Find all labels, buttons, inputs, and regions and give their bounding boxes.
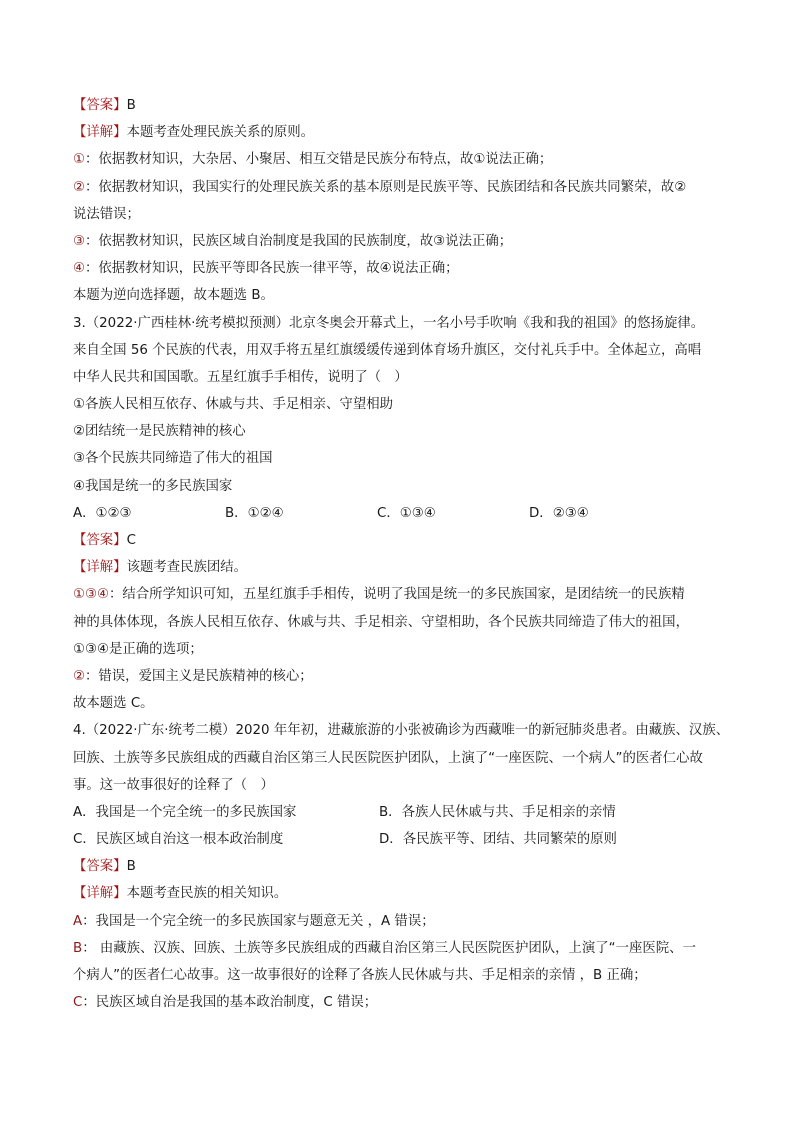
explanation-text: ：结合所学知识可知，五星红旗手手相传，说明了我国是统一的多民族国家，是团结统一的民族精 [109,587,685,603]
text-content: ①各族人民相互依存、休戚与共、手足相亲、守望相助 [73,397,393,413]
answer-options [73,500,733,527]
option-marker: ③ [73,233,86,249]
option-marker: A [73,913,83,929]
explanation-text: 该题考查民族团结。 [126,560,248,576]
text-content: ②团结统一是民族精神的核心 [73,424,246,440]
explanation-text: 本题考查民族的相关知识。 [126,886,288,902]
explanation-text: ：依据教材知识，大杂居、小聚居、相互交错是民族分布特点，故①说法正确； [85,152,553,168]
answer-option: A．①②③ [73,505,132,521]
text-line [73,690,733,717]
text-content: ①③④是正确的选项； [73,641,203,657]
text-line [73,337,733,364]
text-content: 事。这一故事很好的诠释了（ ） [73,777,274,793]
answer-value: B [126,859,136,875]
answer-option: D．②③④ [529,505,589,521]
explanation-line [73,228,733,255]
text-line [73,282,733,309]
answer-value: C [126,533,136,548]
text-content: 本题为逆向选择题，故本题选 B。 [73,288,274,304]
explanation-label: 【详解】 [73,886,127,902]
text-line [73,418,733,445]
explanation-line [73,663,733,690]
text-line [73,636,733,663]
explanation-text: ：依据教材知识，民族区域自治制度是我国的民族制度，故③说法正确； [85,233,513,249]
text-content: 来自全国 56 个民族的代表，用双手将五星红旗缓缓传递到体育场升旗区，交付礼兵手中。全体起立，高唱 [73,342,702,358]
text-content: 故本题选 C。 [73,696,154,712]
text-content: 说法错误； [73,206,140,222]
explanation-line [73,908,733,935]
explanation-text: 本题考查处理民族关系的原则。 [126,125,315,141]
option-marker: ② [73,668,86,684]
text-content: 中华人民共和国国歌。五星红旗手手相传，说明了（ ） [73,369,408,385]
text-content: ③各个民族共同缔造了伟大的祖国 [73,451,273,467]
answer-option: B．①②④ [225,505,284,521]
explanation-header [73,119,733,146]
text-line [73,391,733,418]
text-content: 回族、土族等多民族组成的西藏自治区第三人民医院医护团队，上演了“一座医院、一个病人”的医者仁心故 [73,750,703,766]
explanation-header [73,554,733,581]
answer-options [73,826,733,853]
answer-label: 【答案】 [73,859,127,875]
text-line [73,745,733,772]
option-marker: ①③④ [73,587,110,603]
option-marker: B [73,940,83,956]
option-marker: ② [73,179,86,195]
document-page [73,92,733,1016]
explanation-text: ：错误，爱国主义是民族精神的核心； [85,668,313,684]
explanation-text: ： 由藏族、汉族、回族、土族等多民族组成的西藏自治区第三人民医院医护团队，上演了“一座医院、一 [82,940,696,956]
answer-option: C．民族区域自治这一根本政治制度 [73,832,284,848]
text-line [73,364,733,391]
text-line [73,310,733,337]
explanation-header [73,880,733,907]
text-line [73,772,733,799]
answer-line [73,92,733,119]
option-marker: C [73,995,83,1011]
text-line [73,201,733,228]
answer-option: C．①③④ [377,505,436,521]
explanation-label: 【详解】 [73,125,127,141]
answer-option: D．各民族平等、团结、共同繁荣的原则 [379,832,617,848]
explanation-line [73,935,733,962]
text-line [73,445,733,472]
answer-option: A．我国是一个完全统一的多民族国家 [73,804,297,820]
option-marker: ④ [73,261,86,277]
answer-label: 【答案】 [73,98,127,113]
text-line [73,609,733,636]
text-content: 神的具体体现，各族人民相互依存、休戚与共、手足相亲、守望相助，各个民族共同缔造了伟大的祖国， [73,614,689,630]
explanation-text: ：依据教材知识，我国实行的处理民族关系的基本原则是民族平等、民族团结和各民族共同繁荣，故② [85,179,687,195]
answer-line [73,527,733,554]
answer-line [73,853,733,880]
explanation-text: ：我国是一个完全统一的多民族国家与题意无关 ，A 错误； [82,913,435,929]
explanation-text: ：民族区域自治是我国的基本政治制度，C 错误； [82,995,378,1011]
explanation-line [73,989,733,1016]
text-content: 4.（2022·广东·统考二模）2020 年年初，进藏旅游的小张被确诊为西藏唯一的新冠肺炎患者。由藏族、汉族、 [73,723,730,739]
text-content: ④我国是统一的多民族国家 [73,478,233,494]
text-line [73,717,733,744]
explanation-line [73,581,733,608]
explanation-line [73,174,733,201]
text-line [73,962,733,989]
answer-options [73,799,733,826]
answer-option: B．各族人民休戚与共、手足相亲的亲情 [379,804,616,820]
text-content: 个病人”的医者仁心故事。这一故事很好的诠释了各族人民休戚与共、手足相亲的亲情 ，B 正确； [73,968,647,983]
explanation-line [73,255,733,282]
explanation-label: 【详解】 [73,560,127,576]
explanation-line [73,146,733,173]
explanation-text: ：依据教材知识，民族平等即各民族一律平等，故④说法正确； [85,261,459,277]
option-marker: ① [73,152,86,168]
text-content: 3.（2022·广西桂林·统考模拟预测）北京冬奥会开幕式上，一名小号手吹响《我和我的祖国》的悠扬旋律。 [73,315,705,331]
text-line [73,473,733,500]
answer-label: 【答案】 [73,533,127,548]
answer-value: B [126,98,136,113]
